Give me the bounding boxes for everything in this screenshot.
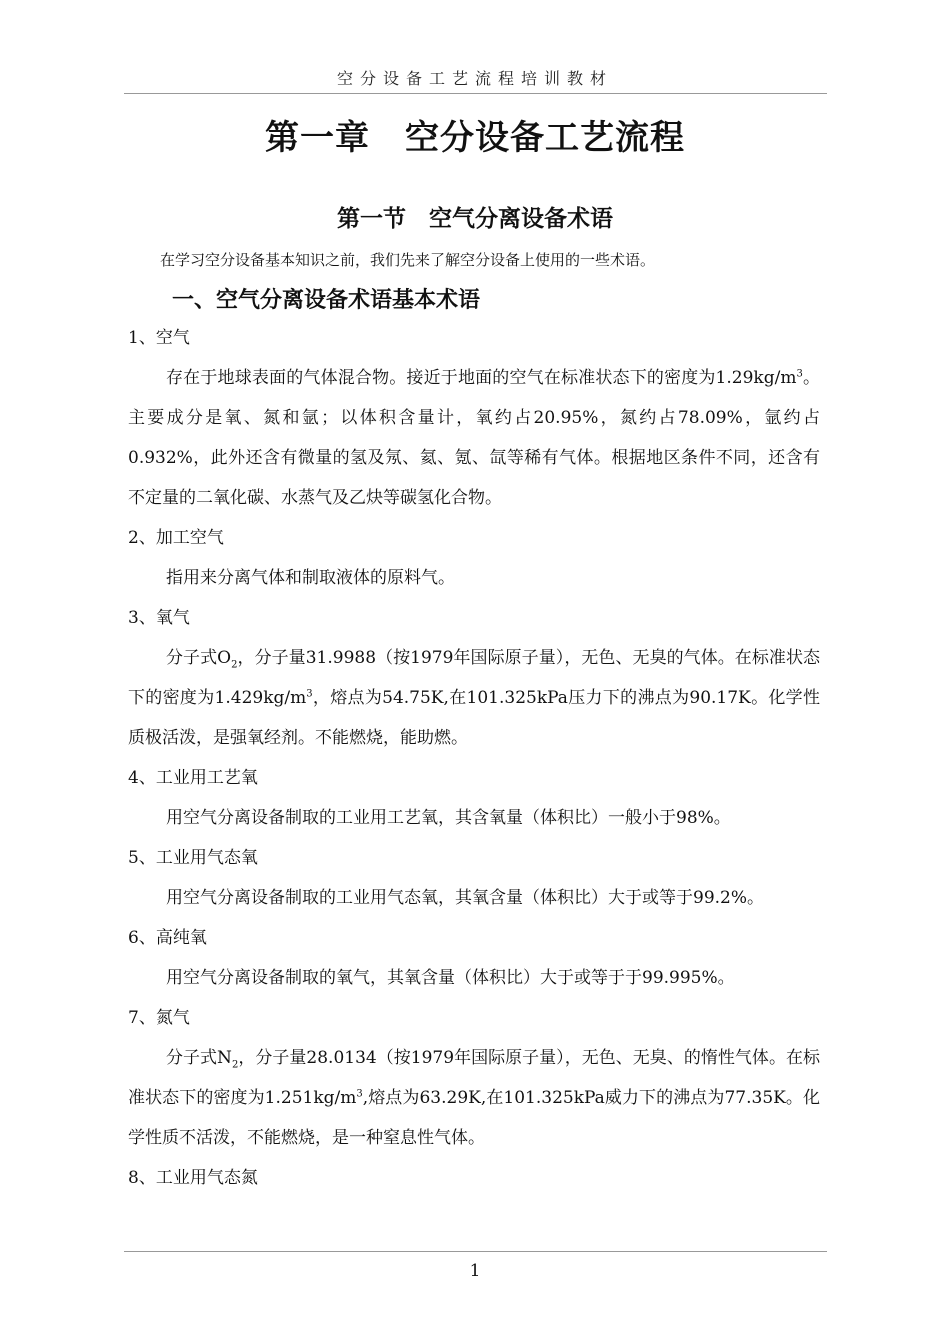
term-definition-air <box>128 358 820 518</box>
term-heading-industrial-gaseous-nitrogen: 8、工业用气态氮 <box>128 1168 258 1188</box>
term-heading-air: 1、空气 <box>128 328 190 348</box>
oxygen-superscript: 3 <box>306 688 313 700</box>
nitrogen-superscript: 3 <box>356 1088 363 1100</box>
running-header: 空分设备工艺流程培训教材 <box>336 69 613 88</box>
intro-paragraph: 在学习空分设备基本知识之前，我们先来了解空分设备上使用的一些术语。 <box>160 251 656 269</box>
oxygen-text-3: ，熔点为54.75K,在101.325kPa压力下的沸点为90.17K。化学性质极活泼，是强氧经剂。不能燃烧，能助燃。 <box>128 688 820 748</box>
section-title: 第一节 空气分离设备术语 <box>337 206 613 232</box>
nitrogen-text-1: 分子式N <box>166 1048 232 1068</box>
term-heading-oxygen: 3、氧气 <box>128 608 190 628</box>
chapter-title: 第一章 空分设备工艺流程 <box>265 118 685 158</box>
nitrogen-subscript: 2 <box>231 1059 239 1071</box>
term-heading-industrial-gaseous-oxygen: 5、工业用气态氧 <box>128 848 258 868</box>
oxygen-subscript: 2 <box>231 659 238 671</box>
term-heading-process-air: 2、加工空气 <box>128 528 224 548</box>
term-definition-nitrogen <box>128 1038 820 1158</box>
term-definition-industrial-gaseous-oxygen: 用空气分离设备制取的工业用气态氧，其氧含量（体积比）大于或等于99.2%。 <box>166 888 765 908</box>
term-heading-industrial-process-oxygen: 4、工业用工艺氧 <box>128 768 258 788</box>
page-number: 1 <box>469 1261 481 1281</box>
term-heading-high-purity-oxygen: 6、高纯氧 <box>128 928 207 948</box>
subsection-title: 一、空气分离设备术语基本术语 <box>172 288 481 313</box>
air-text-2: 。主要成分是氧、氮和氩；以体积含量计，氧约占20.95%，氮约占78.09%，氩约占0.932%，此外还含有微量的氢及氖、氦、氪、氙等稀有气体。根据地区条件不同，还含有不定量的二氧化碳、水蒸气及乙炔等碳氢化合物。 <box>128 368 821 508</box>
terms-body <box>128 318 820 1198</box>
footer-rule <box>124 1251 827 1252</box>
air-text-1: 存在于地球表面的气体混合物。接近于地面的空气在标准状态下的密度为1.29kg/m <box>166 368 797 388</box>
term-definition-process-air: 指用来分离气体和制取液体的原料气。 <box>166 568 455 588</box>
term-definition-industrial-process-oxygen: 用空气分离设备制取的工业用工艺氧，其含氧量（体积比）一般小于98%。 <box>166 808 731 828</box>
air-superscript: 3 <box>796 368 803 380</box>
nitrogen-text-3: ,熔点为63.29K,在101.325kPa威力下的沸点为77.35K。化学性质不活泼，不能燃烧，是一种窒息性气体。 <box>128 1088 820 1148</box>
oxygen-text-1: 分子式O <box>166 648 232 668</box>
term-definition-high-purity-oxygen: 用空气分离设备制取的氧气，其氧含量（体积比）大于或等于于99.995%。 <box>166 968 735 988</box>
nitrogen-text-2: ，分子量28.0134（按1979年国际原子量），无色、无臭、的惰性气体。在标准状态下的密度为1.251kg/m <box>128 1048 820 1108</box>
header-rule <box>124 93 827 94</box>
term-heading-nitrogen: 7、氮气 <box>128 1008 190 1028</box>
term-definition-oxygen <box>128 638 820 758</box>
oxygen-text-2: ，分子量31.9988（按1979年国际原子量），无色、无臭的气体。在标准状态下的密度为1.429kg/m <box>128 648 821 708</box>
